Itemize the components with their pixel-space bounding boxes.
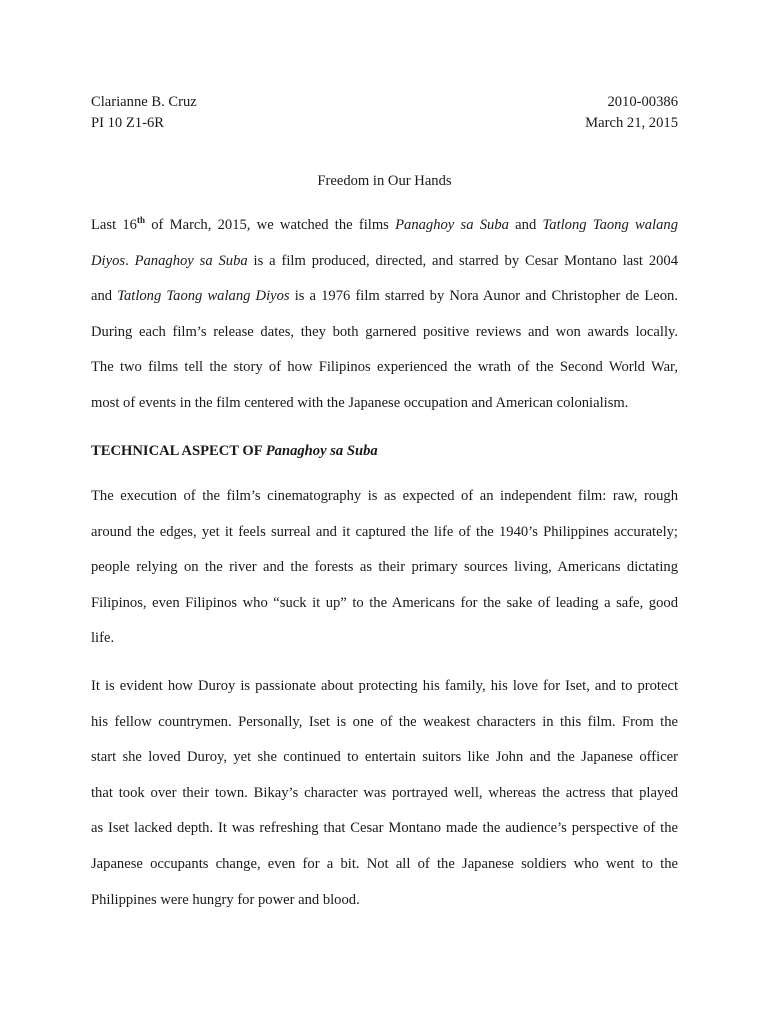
cinematography-paragraph: [91, 479, 678, 657]
text-line: Philippines were hungry for power and blood.: [91, 891, 360, 908]
author-name: Clarianne B. Cruz: [91, 94, 197, 110]
ordinal-superscript: th: [136, 215, 145, 226]
text-line: as Iset lacked depth. It was refreshing that Cesar Montano made the audience’s perspective of the: [91, 820, 678, 837]
text-line: life.: [91, 630, 115, 647]
film-title: Tatlong Taong walang: [542, 217, 678, 233]
text-line: Last 16th of March, 2015, we watched the films Panaghoy sa Suba and Tatlong Taong walang: [91, 215, 678, 233]
text-line: During each film’s release dates, they both garnered positive reviews and won awards locally.: [91, 323, 678, 340]
text-line: around the edges, yet it feels surreal and it captured the life of the 1940’s Philippines accurately;: [91, 523, 678, 540]
text-line: Japanese occupants change, even for a bit. Not all of the Japanese soldiers who went to the: [91, 855, 678, 872]
text-line: The execution of the film’s cinematography is as expected of an independent film: raw, rough: [91, 488, 678, 504]
film-title: Panaghoy sa Suba: [265, 443, 378, 459]
section-heading: TECHNICAL ASPECT OF Panaghoy sa Suba: [91, 443, 378, 459]
text-line: start she loved Duroy, yet she continued to entertain suitors like John and the Japanese officer: [91, 749, 678, 766]
text-line: Diyos. Panaghoy sa Suba is a film produced, directed, and starred by Cesar Montano last 2004: [91, 252, 679, 269]
text-line: that took over their town. Bikay’s character was portrayed well, whereas the actress that played: [91, 784, 678, 801]
text-line: his fellow countrymen. Personally, Iset is one of the weakest characters in this film. From the: [91, 713, 678, 730]
film-title: Panaghoy sa Suba: [395, 217, 509, 233]
text-line: and Tatlong Taong walang Diyos is a 1976 film starred by Nora Aunor and Christopher de Leon.: [91, 288, 678, 305]
text-line: Filipinos, even Filipinos who “suck it up” to the Americans for the sake of leading a safe, good: [91, 594, 678, 611]
characters-paragraph: [91, 669, 678, 918]
text-line: It is evident how Duroy is passionate about protecting his family, his love for Iset, and to protect: [91, 678, 678, 694]
text-line: The two films tell the story of how Filipinos experienced the wrath of the Second World War,: [91, 359, 678, 376]
film-title: Panaghoy sa Suba: [134, 252, 248, 269]
film-title: Tatlong Taong walang Diyos: [117, 288, 290, 305]
text-line: people relying on the river and the forests as their primary sources living, Americans dictating: [91, 559, 678, 576]
intro-paragraph: [91, 208, 678, 422]
student-number: 2010-00386: [607, 94, 678, 110]
document-date: March 21, 2015: [585, 115, 678, 131]
header-row-2: [91, 114, 678, 132]
film-title: Diyos: [91, 252, 126, 269]
document-title: Freedom in Our Hands: [317, 173, 452, 189]
class-section: PI 10 Z1-6R: [91, 115, 164, 131]
header-row-1: [91, 93, 678, 111]
text-line: most of events in the film centered with the Japanese occupation and American colonialism.: [91, 394, 629, 411]
